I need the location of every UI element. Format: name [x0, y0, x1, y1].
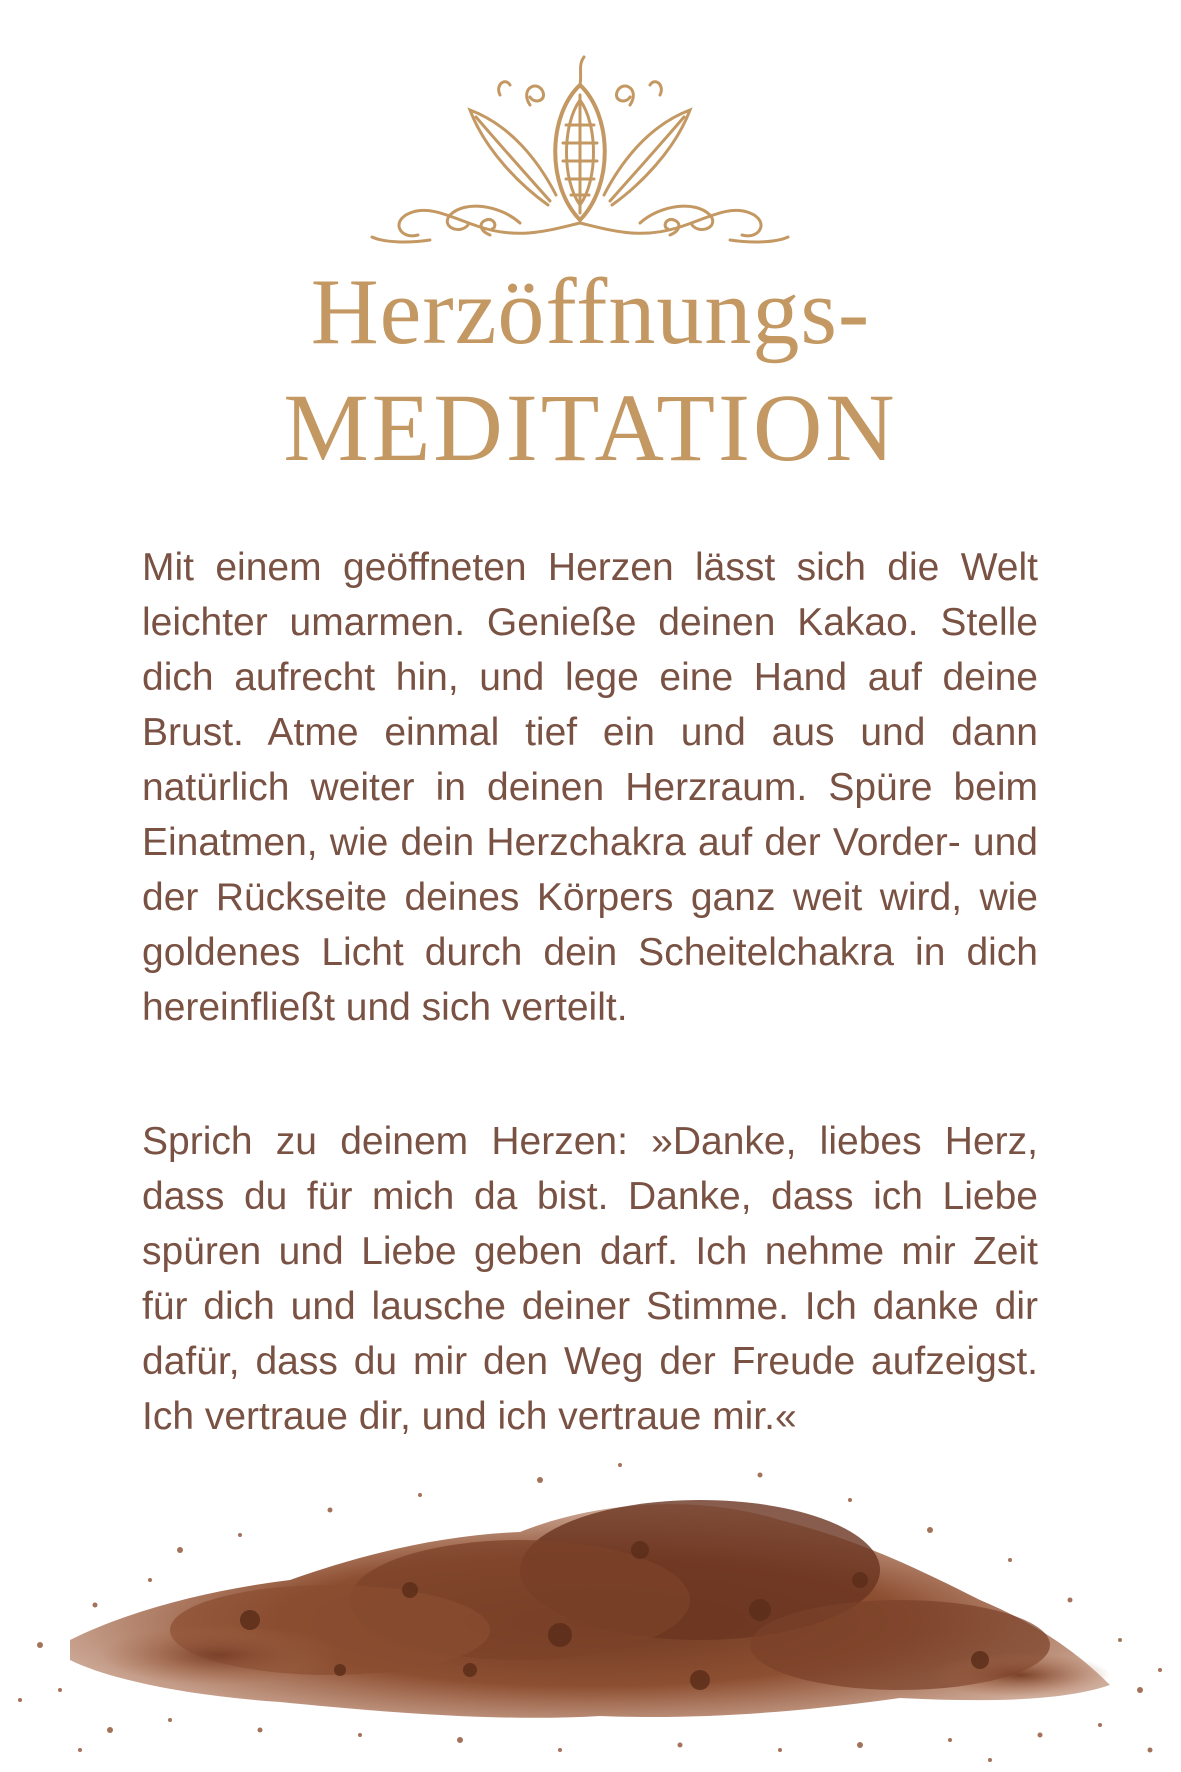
body-paragraph-2: Sprich zu deinem Herzen: »Danke, liebes Herz, dass du für mich da bist. Danke, dass ich Liebe spüren und Liebe geben darf. Ich nehme mir Zeit für dich und lausche deiner Stimme. Ich danke dir dafür, dass du mir den Weg der Freude aufzeigst. Ich vertraue dir, und ich vertraue mir.« — [142, 1120, 1038, 1438]
body-paragraph-1: Mit einem geöffneten Herzen lässt sich die Welt leichter umarmen. Genieße deinen Kakao. Stelle dich aufrecht hin, und lege eine Hand auf deine Brust. Atme einmal tief ein und aus und dann natürlich weiter in deinen Herzraum. Spüre beim Einatmen, wie dein Herzchakra auf der Vorder- und der Rückseite deines Körpers ganz weit wird, wie goldenes Licht durch dein Scheitelchakra in dich hereinfließt und sich verteilt. — [142, 546, 1038, 1029]
cacao-pod-ornament-icon — [370, 55, 790, 245]
cocoa-powder-pile — [0, 1440, 1181, 1772]
title-line-1: Herzöffnungs- — [310, 260, 871, 364]
title-line-2: MEDITATION — [283, 374, 898, 481]
